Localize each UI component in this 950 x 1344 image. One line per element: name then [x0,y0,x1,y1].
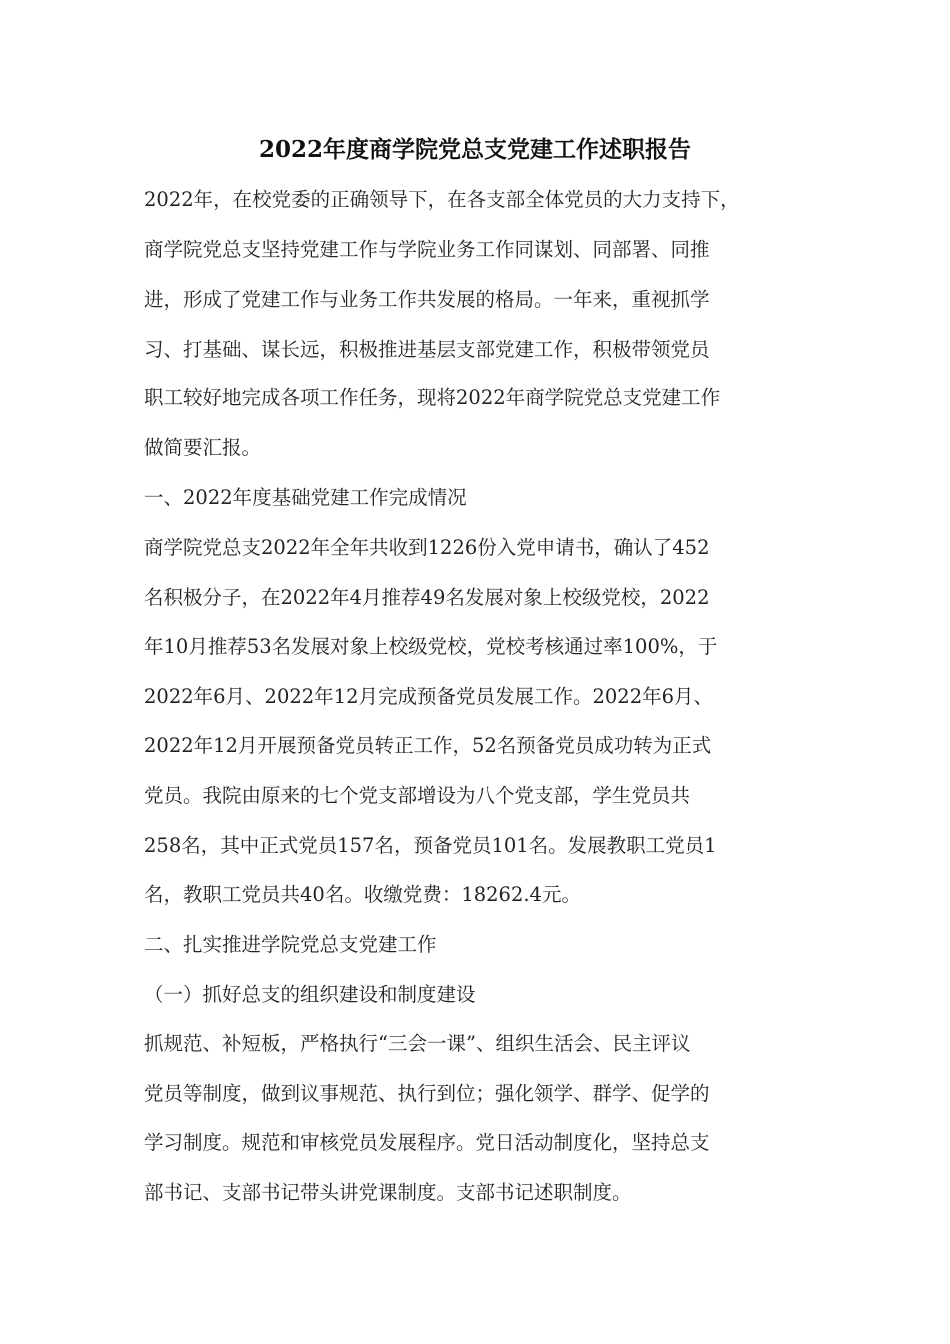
paragraph-line: 名，教职工党员共40名。收缴党费：18262.4元。 [144,883,581,906]
paragraph-line: 职工较好地完成各项工作任务，现将2022年商学院党总支党建工作 [144,386,721,409]
paragraph-line: 2022年，在校党委的正确领导下，在各支部全体党员的大力支持下， [144,188,740,211]
paragraph-line: 2022年6月、2022年12月完成预备党员发展工作。2022年6月、 [144,685,714,708]
section-heading-2: 二、扎实推进学院党总支党建工作 [144,933,437,956]
paragraph-line: 抓规范、补短板，严格执行“三会一课”、组织生活会、民主评议 [144,1032,691,1055]
paragraph-line: 党员等制度，做到议事规范、执行到位；强化领学、群学、促学的 [144,1082,710,1105]
paragraph-line: 年10月推荐53名发展对象上校级党校，党校考核通过率100%，于 [144,635,718,658]
paragraph-line: 党员。我院由原来的七个党支部增设为八个党支部，学生党员共 [144,784,691,807]
paragraph-line: 进，形成了党建工作与业务工作共发展的格局。一年来，重视抓学 [144,288,710,311]
paragraph-line: 部书记、支部书记带头讲党课制度。支部书记述职制度。 [144,1181,632,1204]
paragraph-line: 商学院党总支2022年全年共收到1226份入党申请书，确认了452 [144,536,710,559]
paragraph-line: 商学院党总支坚持党建工作与学院业务工作同谋划、同部署、同推 [144,238,710,261]
paragraph-line: 258名，其中正式党员157名，预备党员101名。发展教职工党员1 [144,834,717,857]
document-title: 2022年度商学院党总支党建工作述职报告 [258,136,691,163]
paragraph-line: 2022年12月开展预备党员转正工作，52名预备党员成功转为正式 [144,734,712,757]
section-heading-1: 一、2022年度基础党建工作完成情况 [144,486,467,509]
subsection-heading: （一）抓好总支的组织建设和制度建设 [144,983,476,1006]
paragraph-line: 习、打基础、谋长远，积极推进基层支部党建工作，积极带领党员 [144,338,710,361]
paragraph-line: 做简要汇报。 [144,436,262,459]
paragraph-line: 名积极分子，在2022年4月推荐49名发展对象上校级党校，2022 [144,586,710,609]
paragraph-line: 学习制度。规范和审核党员发展程序。党日活动制度化，坚持总支 [144,1131,710,1154]
